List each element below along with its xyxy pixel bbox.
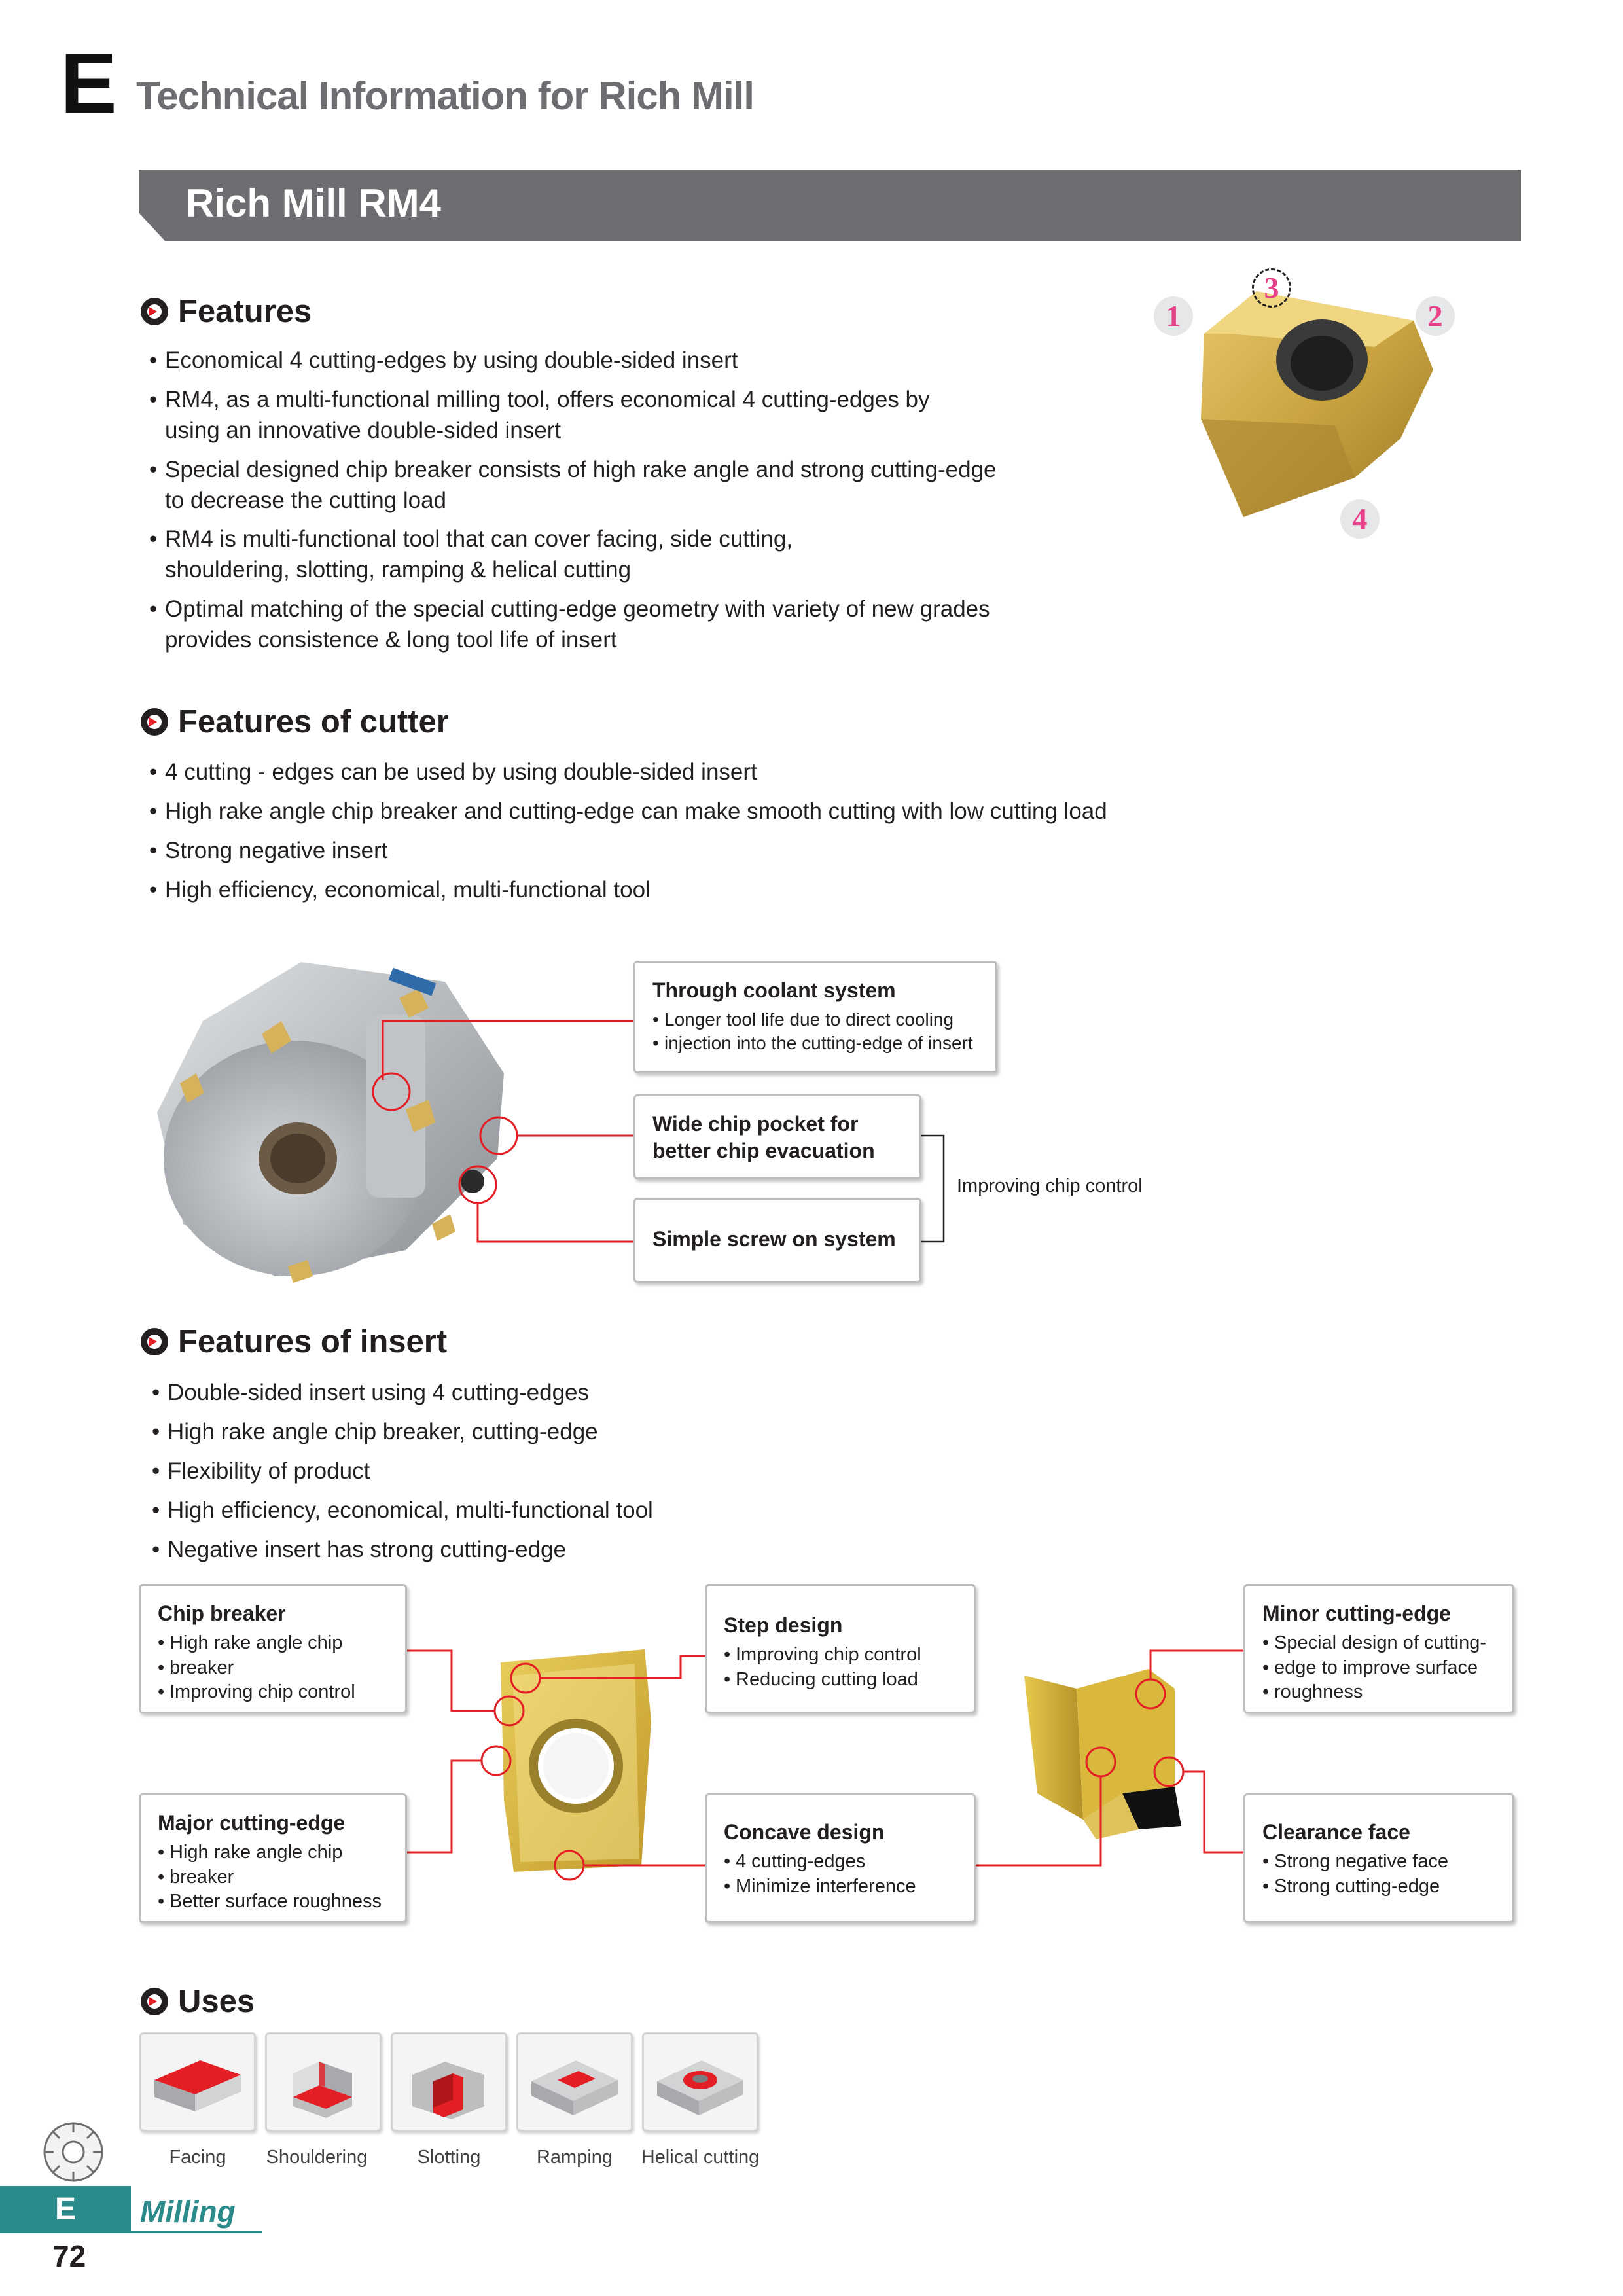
improving-chip-control-note: Improving chip control [957, 1175, 1143, 1196]
callout-screw-system: Simple screw on system [633, 1198, 921, 1283]
list-item: • High rake angle chip breaker, cutting-edge [152, 1417, 937, 1448]
edge-number-4: 4 [1340, 499, 1380, 539]
list-item: • RM4 is multi-functional tool that can cover facing, side cutting, shouldering, slotting, ramping & helical cutting [149, 524, 921, 586]
page-number: 72 [52, 2239, 86, 2273]
use-shouldering-card [265, 2032, 382, 2132]
use-label-helical-cutting: Helical cutting [641, 2147, 760, 2168]
list-item: • High efficiency, economical, multi-functional tool [152, 1496, 937, 1526]
shouldering-icon [267, 2034, 380, 2130]
milling-cutter-icon [41, 2119, 106, 2185]
edge-number-1: 1 [1154, 296, 1193, 336]
edge-number-3: 3 [1252, 268, 1291, 308]
insert-heading: Features of insert [140, 1323, 447, 1360]
footer-divider [131, 2231, 262, 2233]
list-item: • Negative insert has strong cutting-edge [152, 1535, 937, 1566]
section-letter: E [60, 35, 117, 131]
use-label-shouldering: Shouldering [266, 2147, 368, 2168]
footer-category-label: Milling [140, 2195, 236, 2229]
cutter-heading: Features of cutter [140, 704, 449, 740]
product-banner-title: Rich Mill RM4 [186, 181, 442, 225]
features-heading: Features [140, 293, 312, 330]
slotting-icon [393, 2034, 505, 2130]
ramping-icon [518, 2034, 631, 2130]
callout-chip-breaker: Chip breaker • High rake angle chip • breaker • Improving chip control [139, 1584, 407, 1713]
list-item: • Optimal matching of the special cutting-edge geometry with variety of new grades provides consistence & long tool life of insert [149, 594, 1065, 656]
list-item: • 4 cutting - edges can be used by using double-sided insert [149, 757, 1131, 788]
list-item: • Double-sided insert using 4 cutting-edges [152, 1378, 937, 1408]
use-facing-card [139, 2032, 256, 2132]
use-label-ramping: Ramping [536, 2147, 613, 2168]
use-slotting-card [391, 2032, 507, 2132]
footer-section-tab: E [0, 2186, 131, 2233]
list-item: • Special designed chip breaker consists of high rake angle and strong cutting-edge to decrease the cutting load [149, 455, 1000, 516]
list-item: • Strong negative insert [149, 836, 1131, 867]
list-item: • Economical 4 cutting-edges by using double-sided insert [149, 346, 1092, 376]
edge-number-2: 2 [1416, 296, 1455, 336]
list-item: • High rake angle chip breaker and cutting-edge can make smooth cutting with low cutting load [149, 797, 1131, 827]
helical-cutting-icon [644, 2034, 757, 2130]
use-label-slotting: Slotting [417, 2147, 481, 2168]
page-title: Technical Information for Rich Mill [136, 74, 754, 118]
use-ramping-card [516, 2032, 633, 2132]
callout-concave-design: Concave design • 4 cutting-edges • Minimize interference [705, 1793, 976, 1923]
arrow-circle-icon [140, 1987, 169, 2016]
use-label-facing: Facing [169, 2147, 226, 2168]
callout-chip-pocket: Wide chip pocket for better chip evacuation [633, 1094, 921, 1179]
callout-step-design: Step design • Improving chip control • Reducing cutting load [705, 1584, 976, 1713]
facing-icon [141, 2034, 254, 2130]
callout-major-cutting-edge: Major cutting-edge • High rake angle chip • breaker • Better surface roughness [139, 1793, 407, 1923]
use-helical-cutting-card [642, 2032, 758, 2132]
list-item: • High efficiency, economical, multi-functional tool [149, 875, 1131, 906]
uses-heading: Uses [140, 1983, 255, 2020]
callout-clearance-face: Clearance face • Strong negative face • Strong cutting-edge [1243, 1793, 1514, 1923]
list-item: • Flexibility of product [152, 1456, 937, 1487]
callout-through-coolant: Through coolant system • Longer tool life due to direct cooling • injection into the cutting-edge of insert [633, 961, 997, 1073]
callout-minor-cutting-edge: Minor cutting-edge • Special design of cutting- • edge to improve surface • roughness [1243, 1584, 1514, 1713]
list-item: • RM4, as a multi-functional milling tool, offers economical 4 cutting-edges by using an innovative double-sided insert [149, 385, 935, 446]
